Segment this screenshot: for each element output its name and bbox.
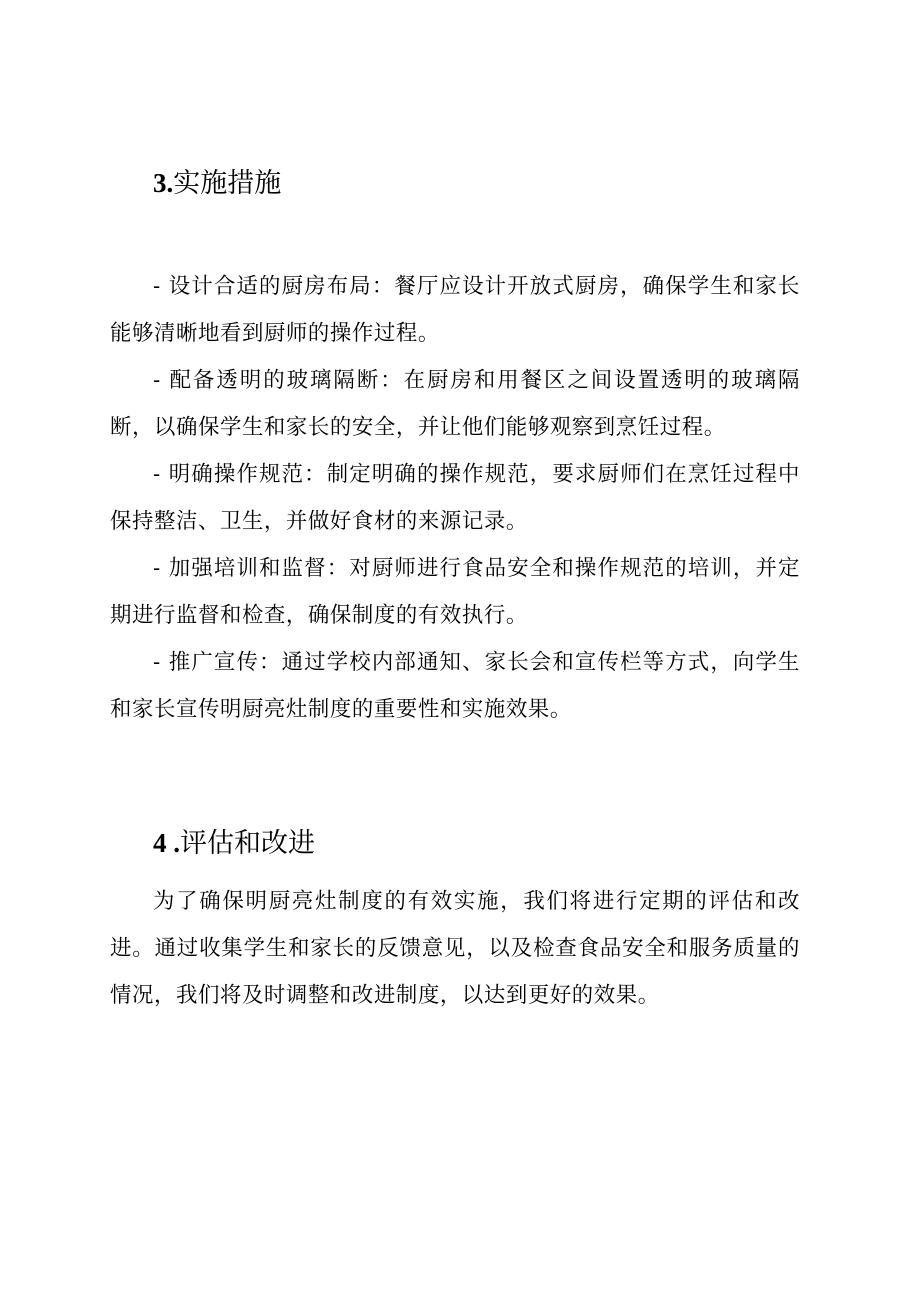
section-3-number: 3. <box>153 168 174 198</box>
measure-item: - 推广宣传：通过学校内部通知、家长会和宣传栏等方式，向学生和家长宣传明厨亮灶制度的重要性和实施效果。 <box>110 650 800 722</box>
measure-item: - 配备透明的玻璃隔断：在厨房和用餐区之间设置透明的玻璃隔断，以确保学生和家长的安全，并让他们能够观察到烹饪过程。 <box>110 368 800 440</box>
section-4-heading <box>153 830 315 857</box>
section-3-title: 实施措施 <box>173 168 282 199</box>
section-4-title: 评估和改进 <box>180 828 315 859</box>
measure-item: - 设计合适的厨房布局：餐厅应设计开放式厨房，确保学生和家长能够清晰地看到厨师的操作过程。 <box>110 274 800 346</box>
evaluation-paragraph: 为了确保明厨亮灶制度的有效实施，我们将进行定期的评估和改进。通过收集学生和家长的反馈意见，以及检查食品安全和服务质量的情况，我们将及时调整和改进制度，以达到更好的效果。 <box>110 889 800 1008</box>
measure-item: - 明确操作规范：制定明确的操作规范，要求厨师们在烹饪过程中保持整洁、卫生，并做好食材的来源记录。 <box>110 462 800 534</box>
section-3-heading <box>153 170 281 197</box>
section-4-number: 4 . <box>153 828 180 858</box>
measure-item: - 加强培训和监督：对厨师进行食品安全和操作规范的培训，并定期进行监督和检查，确保制度的有效执行。 <box>110 556 800 628</box>
